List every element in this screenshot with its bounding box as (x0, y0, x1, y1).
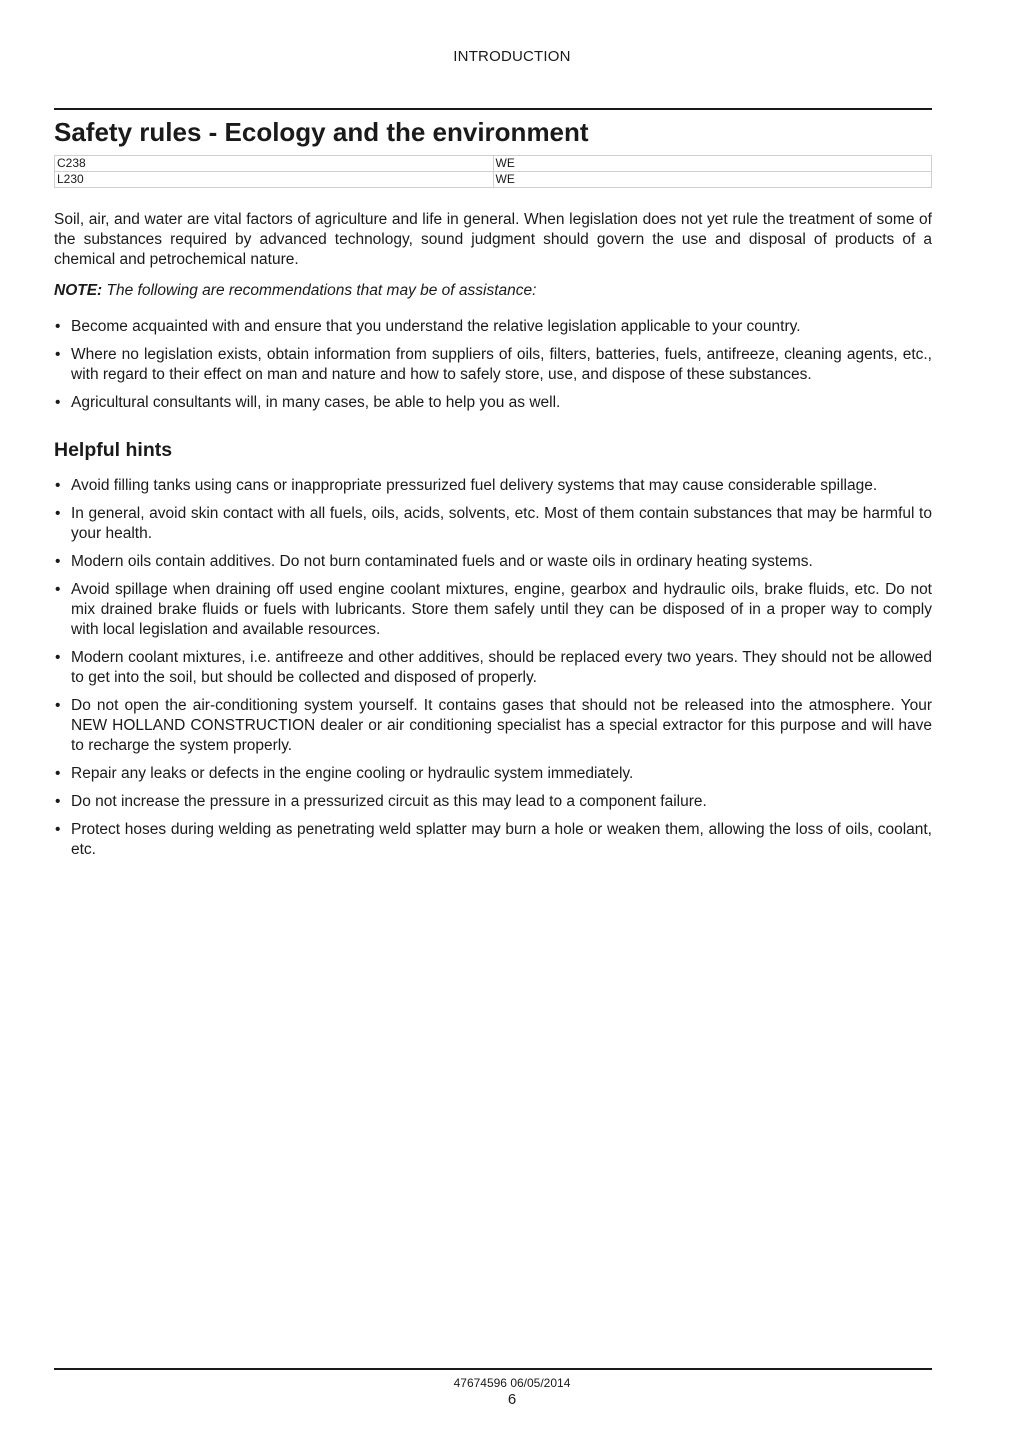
model-applicability-table (54, 155, 932, 188)
helpful-hints-heading: Helpful hints (54, 439, 173, 461)
hint-item-text: In general, avoid skin contact with all fuels, oils, acids, solvents, etc. Most of them contain substances that may be harmful to your health. (71, 505, 932, 542)
note-label: NOTE: (54, 282, 103, 299)
model-row (55, 156, 932, 172)
bullet-icon: • (55, 649, 61, 666)
hint-item (54, 696, 932, 756)
page-number: 6 (507, 1391, 517, 1408)
recommendation-item-text: Agricultural consultants will, in many cases, be able to help you as well. (71, 394, 561, 411)
hint-item-text: Do not increase the pressure in a pressurized circuit as this may lead to a component failure. (71, 793, 707, 810)
hint-item (54, 792, 932, 812)
hint-item-text: Do not open the air-conditioning system yourself. It contains gases that should not be released into the atmosphere. Your NEW HOLLAND CONSTRUCTION dealer or air conditioning specialist has a special extractor for this purpose and will have to recharge the system properly. (71, 697, 932, 754)
recommendation-item (54, 393, 932, 413)
bullet-icon: • (55, 318, 61, 335)
footer-reference: 47674596 06/05/2014 (453, 1376, 571, 1390)
hint-item (54, 764, 932, 784)
recommendations-list (54, 317, 932, 413)
model-row (55, 172, 932, 188)
hint-item-text: Avoid filling tanks using cans or inappropriate pressurized fuel delivery systems that may cause considerable spillage. (71, 477, 878, 494)
hint-item (54, 820, 932, 860)
note-text: The following are recommendations that may be of assistance: (102, 282, 537, 299)
hint-item (54, 504, 932, 544)
title-divider (54, 108, 932, 110)
bullet-icon: • (55, 346, 61, 363)
hint-item (54, 552, 932, 572)
hint-item-text: Protect hoses during welding as penetrating weld splatter may burn a hole or weaken them, allowing the loss of oils, coolant, etc. (71, 821, 932, 858)
bullet-icon: • (55, 765, 61, 782)
hint-item (54, 648, 932, 688)
hint-item-text: Repair any leaks or defects in the engine cooling or hydraulic system immediately. (71, 765, 634, 782)
hint-item (54, 580, 932, 640)
hint-item-text: Modern coolant mixtures, i.e. antifreeze and other additives, should be replaced every two years. They should not be allowed to get into the soil, but should be collected and disposed of properly. (71, 649, 932, 686)
bullet-icon: • (55, 697, 61, 714)
recommendation-item (54, 317, 932, 337)
bullet-icon: • (55, 553, 61, 570)
model-code-cell: L230 (55, 172, 494, 188)
footer-divider (54, 1368, 932, 1370)
note-paragraph (54, 281, 932, 301)
model-code-cell: C238 (55, 156, 494, 172)
helpful-hints-list (54, 476, 932, 860)
bullet-icon: • (55, 793, 61, 810)
model-region-cell: WE (493, 172, 932, 188)
bullet-icon: • (55, 505, 61, 522)
bullet-icon: • (55, 394, 61, 411)
bullet-icon: • (55, 821, 61, 838)
intro-paragraph: Soil, air, and water are vital factors of agriculture and life in general. When legislation does not yet rule the treatment of some of the substances required by advanced technology, sound judgment should govern the use and disposal of products of a chemical and petrochemical nature. (54, 211, 932, 268)
main-content (54, 108, 932, 868)
bullet-icon: • (55, 477, 61, 494)
page-header-section: INTRODUCTION (453, 48, 571, 65)
recommendation-item (54, 345, 932, 385)
hint-item (54, 476, 932, 496)
model-region-cell: WE (493, 156, 932, 172)
recommendation-item-text: Where no legislation exists, obtain information from suppliers of oils, filters, batteries, fuels, antifreeze, cleaning agents, etc., with regard to their effect on man and nature and how to safely store, use, and dispose of these substances. (71, 346, 932, 383)
page-title: Safety rules - Ecology and the environment (54, 117, 589, 147)
bullet-icon: • (55, 581, 61, 598)
hint-item-text: Modern oils contain additives. Do not burn contaminated fuels and or waste oils in ordinary heating systems. (71, 553, 813, 570)
recommendation-item-text: Become acquainted with and ensure that you understand the relative legislation applicable to your country. (71, 318, 801, 335)
hint-item-text: Avoid spillage when draining off used engine coolant mixtures, engine, gearbox and hydraulic oils, brake fluids, etc. Do not mix drained brake fluids or fuels with lubricants. Store them safely until they can be disposed of in a proper way to comply with local legislation and available resources. (71, 581, 932, 638)
